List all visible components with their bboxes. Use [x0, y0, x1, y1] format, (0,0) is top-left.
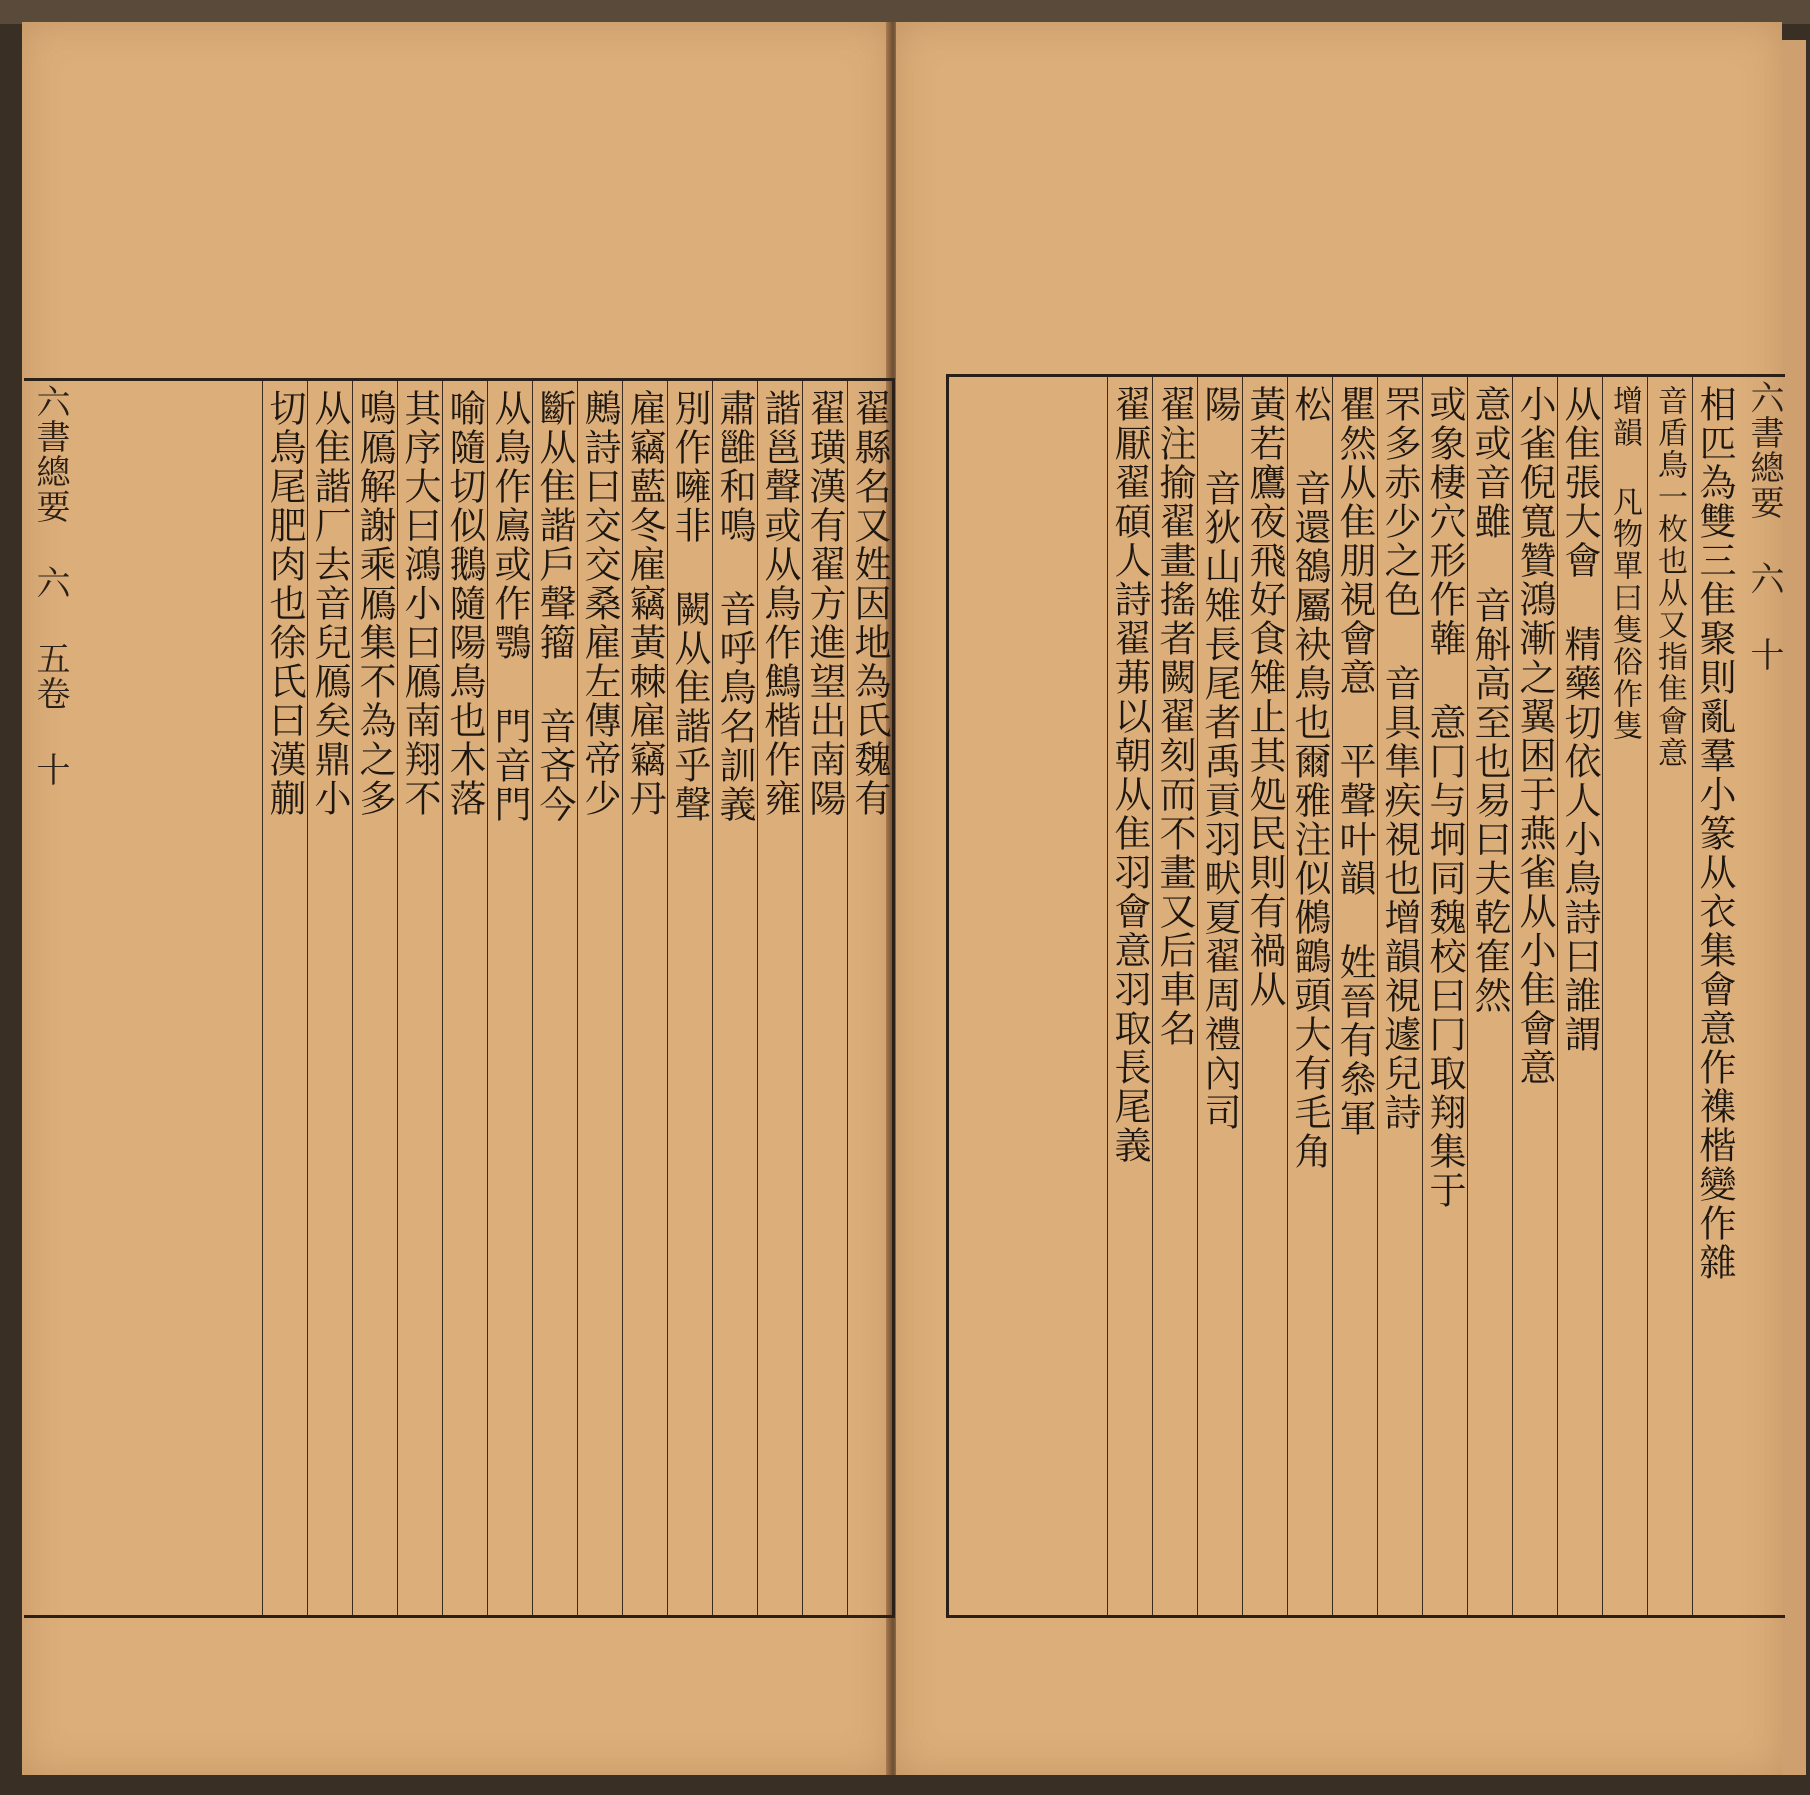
text-column: 翟璜漢有翟方進望出南陽 [802, 381, 847, 1615]
left-margin-title: 六書總要 六 五卷 十 [30, 384, 70, 787]
text-column: 其序大曰鴻小曰鴈南翔不 [397, 381, 442, 1615]
text-column: 喻隨切似鵝隨陽鳥也木落 [442, 381, 487, 1615]
text-column: 諧邕聲或从鳥作鷦楷作雍 [757, 381, 802, 1615]
text-column: 松 音還鵅屬袂鳥也爾雅注似鵂鶹頭大有毛角 [1287, 377, 1332, 1615]
right-text-frame [946, 374, 1785, 1618]
right-columns [949, 377, 1737, 1615]
text-column: 小雀倪寬贊鴻漸之翼困于燕雀从小隹會意 [1512, 377, 1557, 1615]
right-margin-title: 六書總要 六 十 [1744, 380, 1784, 672]
text-column: 从隹諧厂去音兒鴈矣鼎小 [307, 381, 352, 1615]
text-column: 从隹張大會 精藥切依人小鳥詩曰誰謂 [1557, 377, 1602, 1615]
text-column: 肅雝和鳴 音呼鳥名訓義 [712, 381, 757, 1615]
text-column: 翟縣名又姓因地為氏魏有 [847, 381, 892, 1615]
text-column: 陽 音狄山雉長尾者禹貢羽畎夏翟周禮內司 [1197, 377, 1242, 1615]
text-column: 黃若鷹夜飛好食雉止其処民則有禍从 [1242, 377, 1287, 1615]
text-column: 瞿然从隹朋視會意 平聲叶韻 姓晉有叅軍 [1332, 377, 1377, 1615]
text-column: 翟注揄翟畫搖者闕翟刻而不畫又后車名 [1152, 377, 1197, 1615]
text-column: 鶊詩曰交交桑雇左傳帝少 [577, 381, 622, 1615]
text-column: 意或音雖 音斛高至也易曰夫乾隺然 [1467, 377, 1512, 1615]
text-column: 罘多赤少之色 音具隼疾視也增韻視遽兒詩 [1377, 377, 1422, 1615]
text-column: 別作噰非 闕从隹諧乎聲 [667, 381, 712, 1615]
text-column: 切鳥尾肥肉也徐氏曰漢蒯 [262, 381, 307, 1615]
text-column: 翟厭翟碩人詩翟茀以朝从隹羽會意羽取長尾義 [1107, 377, 1152, 1615]
text-column: 相匹為雙三隹聚則亂羣小篆从衣集會意作襍楷變作雜 [1692, 377, 1737, 1615]
text-column: 音盾鳥一枚也从又指隹會意 [1647, 377, 1692, 1615]
text-column: 从鳥作鳸或作鶚 門音門 [487, 381, 532, 1615]
background-strip [0, 0, 1810, 24]
left-text-frame [24, 378, 895, 1618]
text-column: 雇竊藍冬雇竊黃棘雇竊丹 [622, 381, 667, 1615]
text-column: 或象棲穴形作雗 意冂与坰同魏校曰冂取翔集于 [1422, 377, 1467, 1615]
left-columns [24, 381, 892, 1615]
text-column: 斷从隹諧戶聲籀 音吝今 [532, 381, 577, 1615]
text-column: 增韻 凡物單曰隻俗作隻 [1602, 377, 1647, 1615]
text-column: 鳴鴈解謝乘鴈集不為之多 [352, 381, 397, 1615]
